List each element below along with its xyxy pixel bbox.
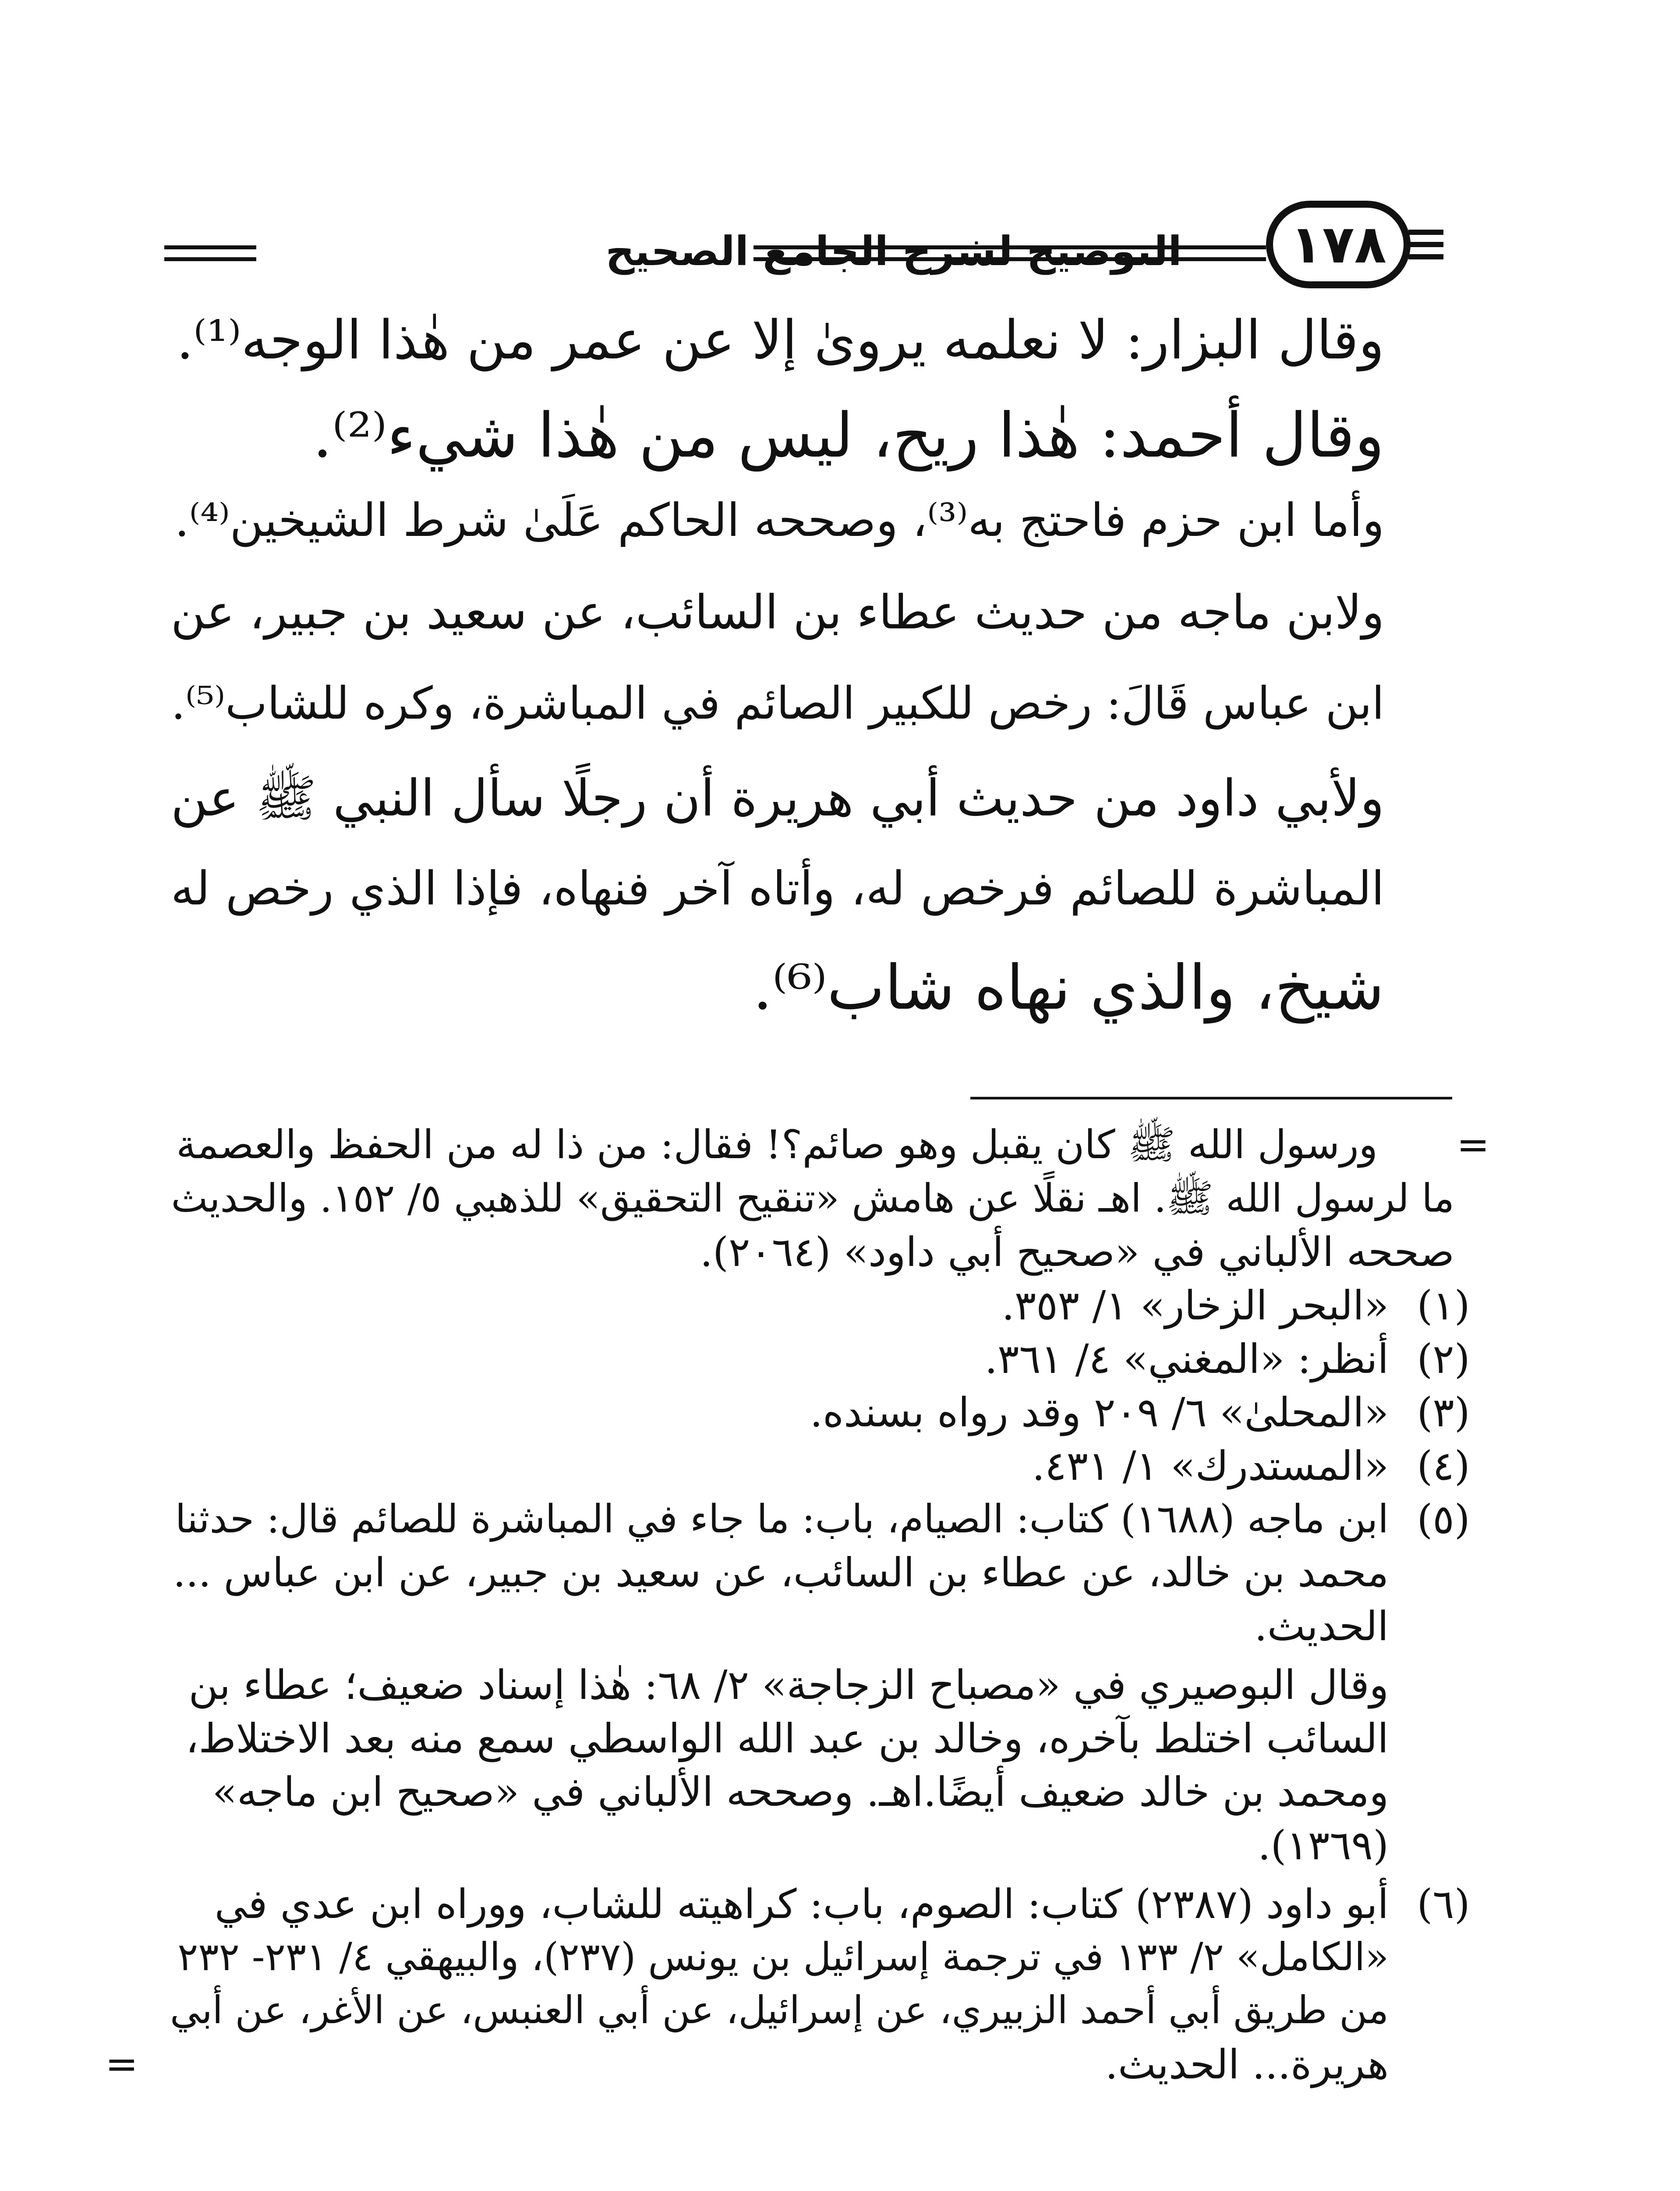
main-line: ولابن ماجه من حديث عطاء بن السائب، عن سعيد بن جبير، عن (171, 585, 1384, 640)
footnote-text: السائب اختلط بآخره، وخالد بن عبد الله الواسطي سمع منه بعد الاختلاط، (185, 1715, 1389, 1762)
continuation-mark: = (1457, 1122, 1490, 1168)
footnote-continuation-line: ما لرسول الله ﷺ. اهـ نقلًا عن هامش «تنقيح التحقيق» للذهبي ٥/ ١٥٢. والحديث (171, 1175, 1454, 1221)
footnote-number: (١) (1417, 1282, 1470, 1329)
footnote-continuation-line: ورسول الله ﷺ كان يقبل وهو صائم؟! فقال: من ذا له من الحفظ والعصمة (176, 1122, 1378, 1168)
main-line: وقال أحمد: هٰذا ريح، ليس من هٰذا شيء⁽²⁾. (312, 400, 1384, 472)
header-rule-left (164, 245, 256, 261)
footnote-text: «البحر الزخار» ١/ ٣٥٣. (1001, 1282, 1389, 1329)
footnote-text: هريرة... الحديث. (1105, 2041, 1389, 2088)
footnote-text: محمد بن خالد، عن عطاء بن السائب، عن سعيد بن جبير، عن ابن عباس ... (173, 1550, 1389, 1596)
footnote-text: أبو داود (٢٣٨٧) كتاب: الصوم، باب: كراهيته للشاب، ووراه ابن عدي في (214, 1881, 1389, 1928)
main-line: وقال البزار: لا نعلمه يروىٰ إلا عن عمر من هٰذا الوجه⁽¹⁾. (176, 309, 1384, 371)
main-line: المباشرة للصائم فرخص له، وأتاه آخر فنهاه، فإذا الذي رخص له (171, 862, 1384, 915)
main-line: شيخ، والذي نهاه شاب⁽⁶⁾. (753, 952, 1384, 1024)
footnote-continuation-line: صححه الألباني في «صحيح أبي داود» (٢٠٦٤). (700, 1229, 1454, 1276)
footnote-text: «المستدرك» ١/ ٤٣١. (1032, 1443, 1389, 1489)
page-number-badge (1266, 201, 1411, 288)
footnote-number: (٢) (1417, 1336, 1470, 1383)
footnote-number: (٤) (1417, 1443, 1470, 1489)
continuation-mark: = (105, 2041, 138, 2087)
footnote-text: الحديث. (1254, 1603, 1389, 1650)
footnote-text: ومحمد بن خالد ضعيف أيضًا.اهـ. وصححه الألباني في «صحيح ابن ماجه» (212, 1769, 1389, 1815)
running-title: التوضيح لشرح الجامع الصحيح (605, 228, 1182, 275)
main-line: ابن عباس قَالَ: رخص للكبير الصائم في المباشرة، وكره للشاب⁽⁵⁾. (171, 677, 1384, 730)
footnote-divider (970, 1097, 1452, 1099)
footnote-number: (٣) (1417, 1389, 1470, 1436)
footnote-number: (٦) (1417, 1881, 1470, 1928)
footnote-text: ابن ماجه (١٦٨٨) كتاب: الصيام، باب: ما جاء في المباشرة للصائم قال: حدثنا (175, 1496, 1389, 1542)
footnote-text: «الكامل» ٢/ ١٣٣ في ترجمة إسرائيل بن يونس (٢٣٧)، والبيهقي ٤/ ٢٣١- ٢٣٢ (177, 1934, 1389, 1979)
ornament-icon (1408, 228, 1443, 261)
running-header (0, 0, 1680, 351)
footnote-number: (٥) (1417, 1496, 1470, 1543)
main-line: ولأبي داود من حديث أبي هريرة أن رجلًا سأل النبي ﷺ عن (171, 769, 1384, 828)
footnote-text: «المحلىٰ» ٦/ ٢٠٩ وقد رواه بسنده. (810, 1389, 1389, 1436)
footnote-text: وقال البوصيري في «مصباح الزجاجة» ٢/ ٦٨: هٰذا إسناد ضعيف؛ عطاء بن (188, 1662, 1389, 1709)
footnote-text: أنظر: «المغني» ٤/ ٣٦١. (984, 1336, 1389, 1383)
footnote-text: من طريق أبي أحمد الزبيري، عن إسرائيل، عن أبي العنبس، عن الأغر، عن أبي (170, 1988, 1389, 2032)
main-line: وأما ابن حزم فاحتج به⁽³⁾، وصححه الحاكم عَلَىٰ شرط الشيخين⁽⁴⁾. (174, 493, 1384, 547)
footnote-text: (١٣٦٩). (1258, 1822, 1389, 1869)
header-rule-middle (753, 245, 1266, 261)
page-number: ١٧٨ (1290, 214, 1386, 275)
